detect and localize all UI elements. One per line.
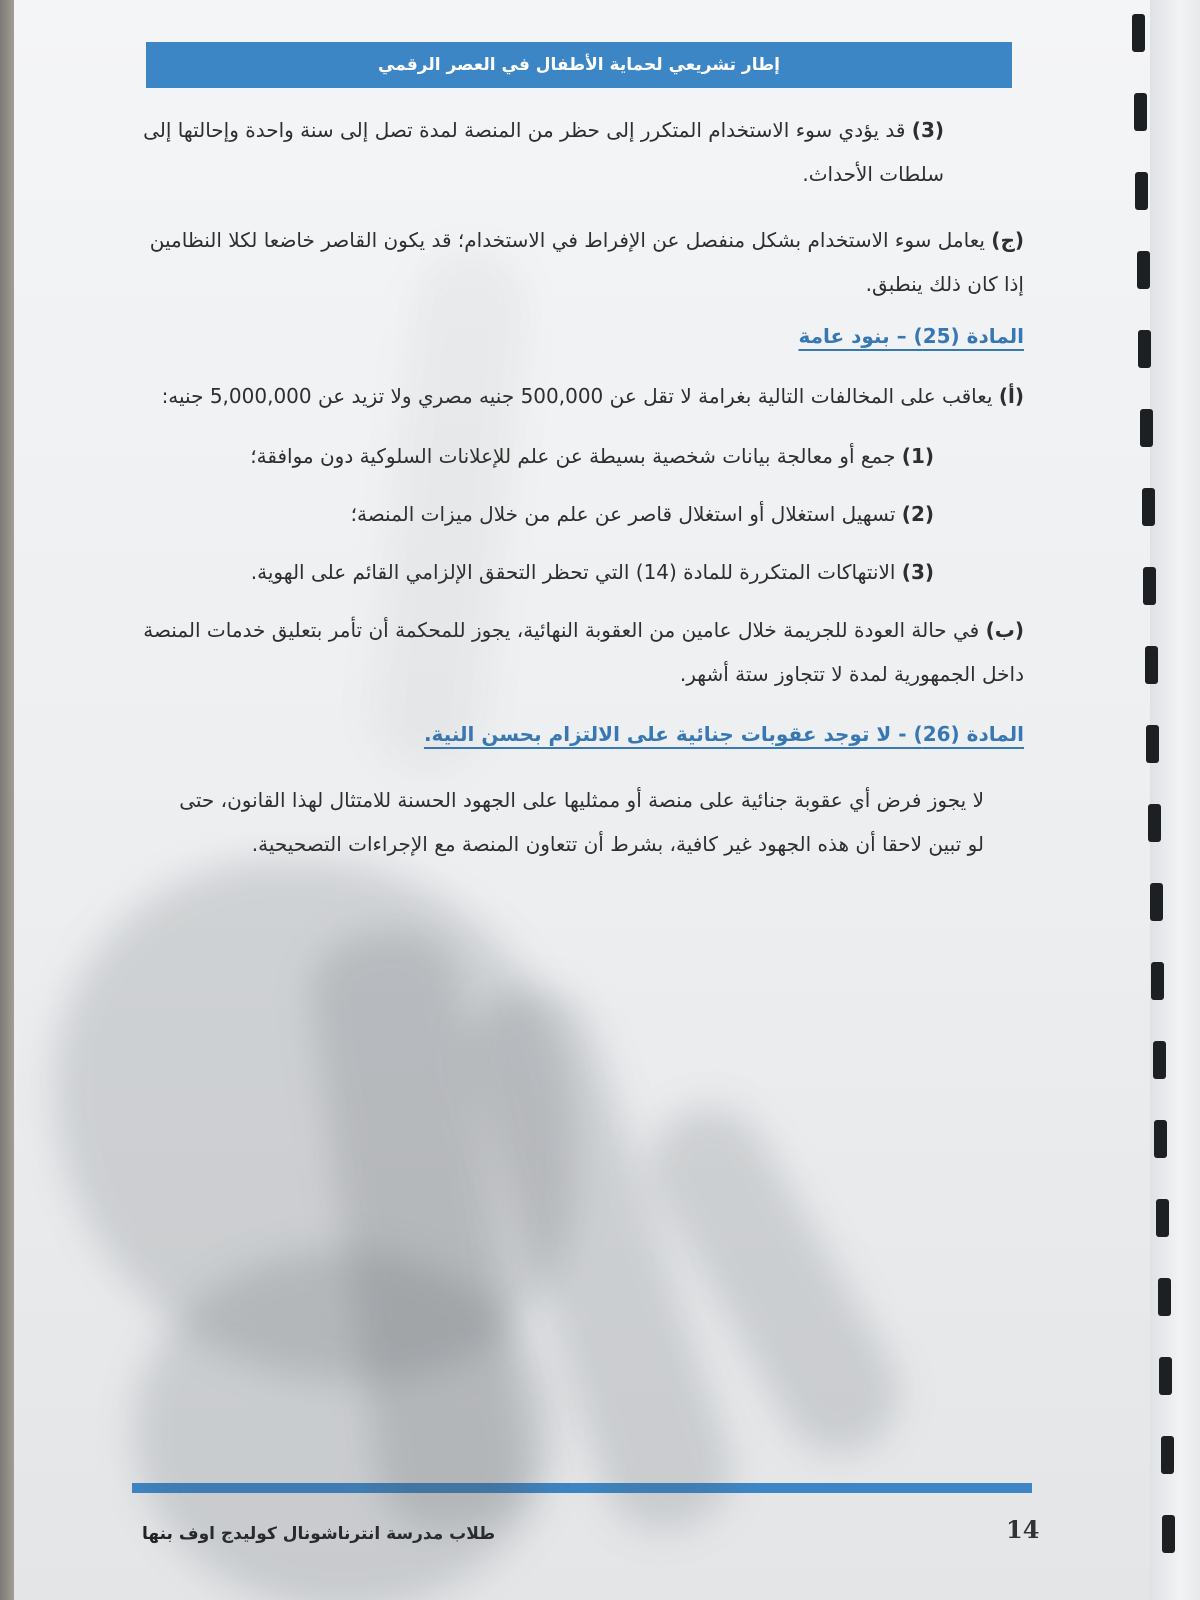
article-25-para-a: [134, 374, 1024, 418]
article-25-para-b-marker: (ب): [985, 618, 1024, 642]
clause-j-text: يعامل سوء الاستخدام بشكل منفصل عن الإفراط في الاستخدام؛ قد يكون القاصر خاضعا لكلا النظامين إذا كان ذلك ينطبق.: [149, 228, 1024, 296]
binding-coil: [1137, 251, 1150, 289]
article-25-heading: المادة (25) – بنود عامة: [798, 324, 1024, 348]
binding-coil: [1161, 1436, 1174, 1474]
list-item: [134, 492, 1024, 536]
article-25-para-b: [134, 608, 1024, 696]
article-26-text: لا يجوز فرض أي عقوبة جنائية على منصة أو ممثليها على الجهود الحسنة للامتثال لهذا القانون، حتى لو تبين لاحقا أن هذه الجهود غير كافية، بشرط أن تتعاون المنصة مع الإجراءات التصحيحية.: [179, 788, 984, 856]
binding-coil: [1150, 883, 1163, 921]
binding-coil: [1158, 1278, 1171, 1316]
page-content: [134, 108, 1024, 866]
clause-j-marker: (ج): [991, 228, 1024, 252]
clause-3: [134, 108, 1024, 196]
binding-coil: [1143, 567, 1156, 605]
list-item: [134, 550, 1024, 594]
article-25-para-b-text: في حالة العودة للجريمة خلال عامين من العقوبة النهائية، يجوز للمحكمة أن تأمر بتعليق خدمات المنصة داخل الجمهورية لمدة لا تتجاوز ستة أشهر.: [143, 618, 1024, 686]
binding-coil: [1132, 14, 1145, 52]
binding-coil: [1154, 1120, 1167, 1158]
list-item-marker: (3): [901, 560, 934, 584]
hand-shadow: [627, 1085, 921, 1474]
spiral-binding: [1126, 0, 1176, 1600]
hand-shadow: [134, 1250, 554, 1600]
binding-coil: [1140, 409, 1153, 447]
binding-coil: [1138, 330, 1151, 368]
footer-bar: [132, 1483, 1032, 1493]
binding-coil: [1145, 646, 1158, 684]
hand-shadow: [451, 974, 748, 1547]
list-item-text: جمع أو معالجة بيانات شخصية بسيطة عن علم للإعلانات السلوكية دون موافقة؛: [250, 444, 896, 468]
binding-coil: [1156, 1199, 1169, 1237]
binding-coil: [1135, 172, 1148, 210]
list-item: [134, 434, 1024, 478]
header-bar: [146, 42, 1012, 88]
hand-shadow: [303, 922, 535, 1537]
binding-coil: [1151, 962, 1164, 1000]
list-item-text: الانتهاكات المتكررة للمادة (14) التي تحظر التحقق الإلزامي القائم على الهوية.: [250, 560, 896, 584]
binding-coil: [1153, 1041, 1166, 1079]
clause-3-marker: (3): [911, 118, 944, 142]
list-item-marker: (1): [901, 444, 934, 468]
document-page: [14, 0, 1164, 1600]
list-item-text: تسهيل استغلال أو استغلال قاصر عن علم من خلال ميزات المنصة؛: [350, 502, 896, 526]
article-25-para-a-marker: (أ): [998, 384, 1024, 408]
clause-j: [134, 218, 1024, 306]
article-26-heading: المادة (26) - لا توجد عقوبات جنائية على الالتزام بحسن النية.: [423, 722, 1024, 746]
header-title: إطار تشريعي لحماية الأطفال في العصر الرقمي: [378, 55, 780, 75]
clause-3-text: قد يؤدي سوء الاستخدام المتكرر إلى حظر من المنصة لمدة تصل إلى سنة واحدة وإحالتها إلى سلطات الأحداث.: [143, 118, 944, 186]
binding-coil: [1146, 725, 1159, 763]
list-item-marker: (2): [901, 502, 934, 526]
binding-coil: [1134, 93, 1147, 131]
page-number: 14: [1006, 1515, 1040, 1544]
binding-coil: [1142, 488, 1155, 526]
hand-shadow: [54, 860, 574, 1380]
binding-coil: [1148, 804, 1161, 842]
binding-coil: [1159, 1357, 1172, 1395]
binding-coil: [1162, 1515, 1175, 1553]
footer-school-name: طلاب مدرسة انترناشونال كوليدج اوف بنها: [142, 1524, 496, 1544]
article-25-para-a-text: يعاقب على المخالفات التالية بغرامة لا تقل عن 500,000 جنيه مصري ولا تزيد عن 5,000,000 جنيه:: [161, 384, 993, 408]
